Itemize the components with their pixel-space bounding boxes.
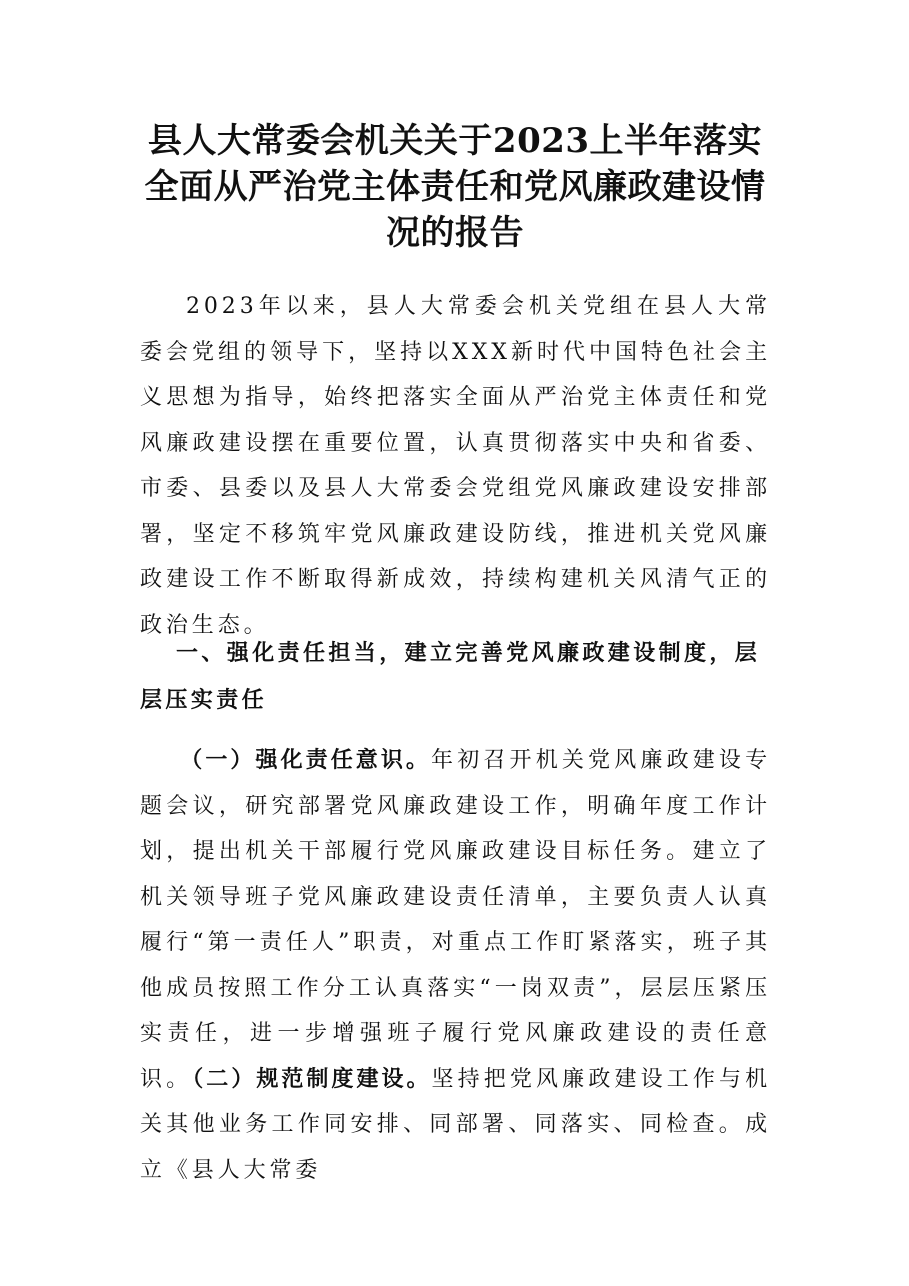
document-title: 县人大常委会机关关于2023上半年落实全面从严治党主体责任和党风廉政建设情况的报告 <box>144 121 766 253</box>
section-1-paragraph <box>140 738 771 1193</box>
item-2-label: （二）规范制度建设。 <box>192 1066 432 1092</box>
item-2-text: 坚持把党风廉政建设工作与机关其他业务工作同安排、同部署、同落实、同检查。成立《县人大常委 <box>140 1066 771 1183</box>
item-1-label: （一）强化责任意识。 <box>180 748 432 773</box>
intro-paragraph <box>140 284 771 648</box>
section-1-heading <box>140 630 771 724</box>
item-1-text: 年初召开机关党风廉政建设专题会议，研究部署党风廉政建设工作，明确年度工作计划，提出机关干部履行党风廉政建设目标任务。建立了机关领导班子党风廉政建设责任清单，主要负责人认真履行“第一责任人”职责，对重点工作盯紧落实，班子其他成员按照工作分工认真落实“一岗双责”，层层压紧压实责任，进一步增强班子履行党风廉政建设的责任意识。 <box>140 748 771 1092</box>
section-1-heading-text: 一、强化责任担当，建立完善党风廉政建设制度，层层压实责任 <box>140 641 761 713</box>
intro-paragraph-text: 2023年以来，县人大常委会机关党组在县人大常委会党组的领导下，坚持以XXX新时代中国特色社会主义思想为指导，始终把落实全面从严治党主体责任和党风廉政建设摆在重要位置，认真贯彻落实中央和省委、市委、县委以及县人大常委会党组党风廉政建设安排部署，坚定不移筑牢党风廉政建设防线，推进机关党风廉政建设工作不断取得新成效，持续构建机关风清气正的政治生态。 <box>140 294 771 638</box>
